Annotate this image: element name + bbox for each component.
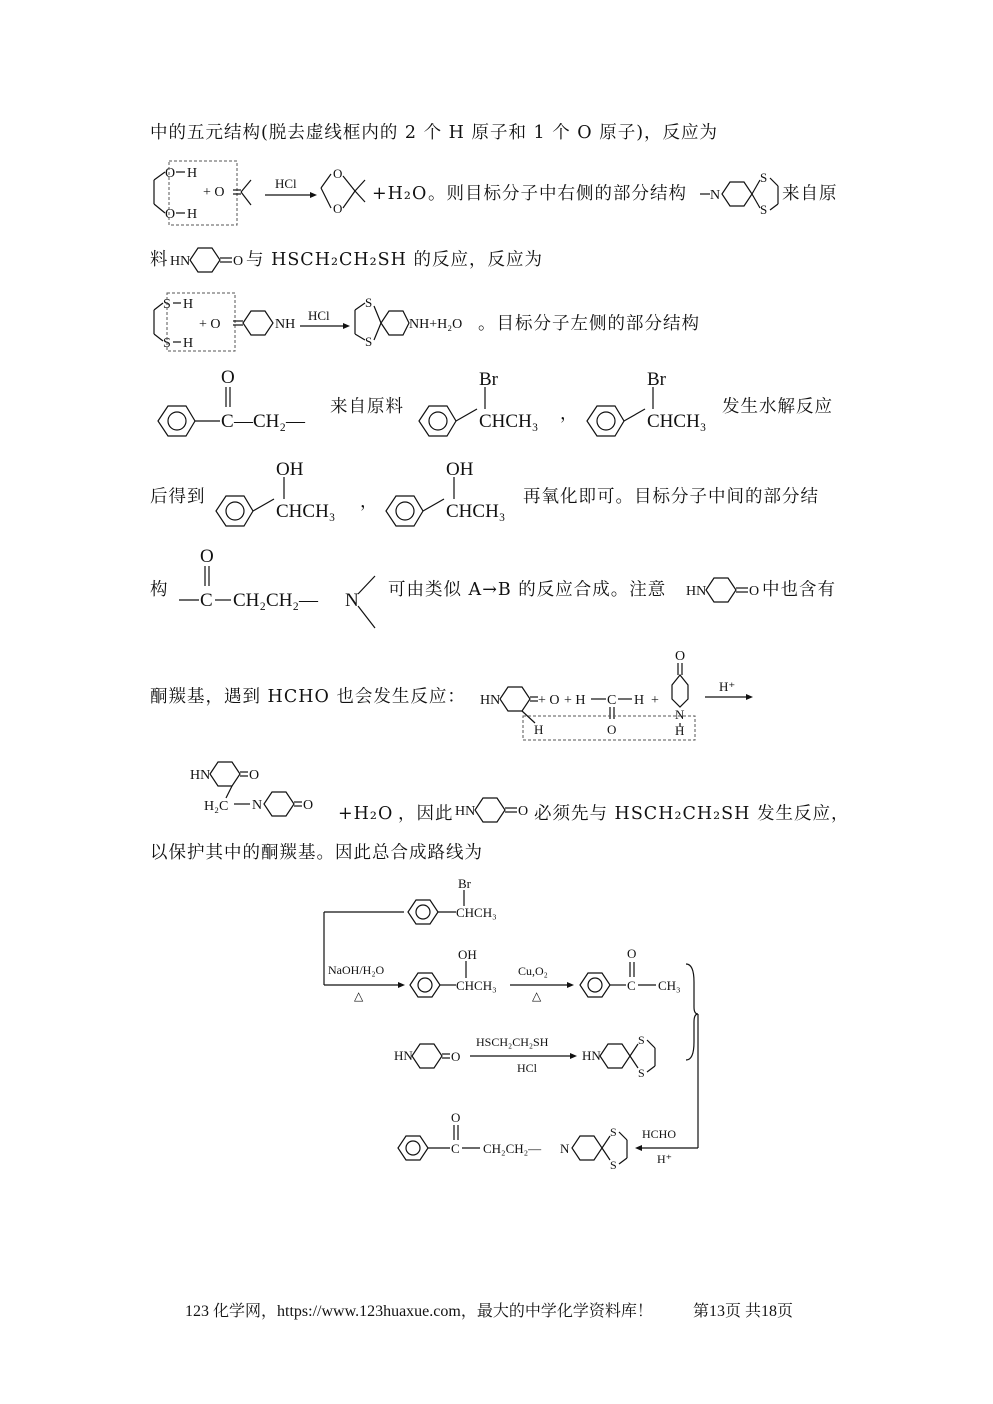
atom-label: N [560,1141,570,1156]
text-line-9-end: 必须先与 HSCH₂CH₂SH 发生反应， [534,804,850,824]
atom-label: H [534,722,544,737]
atom-label: CHCH₃ [446,501,506,522]
atom-label: OH [276,459,304,480]
reagent-label: NaOH/H₂O [328,963,385,977]
atom-label: H [187,166,198,181]
atom-label: S [365,334,373,349]
atom-label: Br [458,876,471,891]
atom-label: C [627,978,636,993]
atom-label: S [163,336,171,351]
atom-label: + O [203,185,225,200]
atom-label: N [710,188,721,203]
text-line-8: 酮羰基，遇到 HCHO 也会发生反应： [150,687,466,707]
atom-label: HN [455,804,476,819]
reagent-label: HCl [517,1061,538,1075]
atom-label: S [610,1158,617,1172]
mannich-product [190,758,370,838]
piperidone-structure [455,790,535,830]
text-line-9-mid: ，因此 [398,804,454,824]
atom-label: CHCH₃ [479,411,539,432]
atom-label: N [345,590,359,611]
atom-label: O [333,166,343,181]
atom-label: CHCH₃ [456,905,497,920]
atom-label: —CH₂— [234,411,306,432]
atom-label: O [221,367,235,388]
atom-label: + O [199,317,221,332]
atom-label: CH₃ [658,978,681,993]
atom-label: OH [446,459,474,480]
atom-label: O [200,546,214,567]
text-line-3: 与 HSCH₂CH₂SH 的反应，反应为 [246,250,543,270]
atom-label: S [638,1033,645,1047]
atom-label: O [333,201,343,216]
atom-label: H [634,693,645,708]
atom-label: HN [582,1048,601,1063]
synthesis-route-scheme [320,872,710,1172]
atom-label: O [303,798,314,813]
atom-label: S [365,295,373,310]
atom-label: CH₂CH₂— [233,590,319,611]
text-line-5-mid: 来自原料 [330,397,404,417]
reagent-label: Cu,O₂ [518,964,548,978]
atom-label: O [233,254,244,269]
atom-label: O [627,946,637,961]
atom-label: HN [480,693,501,708]
water-product: +H₂O [372,184,428,204]
atom-label: O [749,584,760,599]
atom-label: H [187,207,198,222]
piperidone-structure [686,570,766,610]
atom-label: NH+H₂O [409,317,463,332]
atom-label: O [451,1110,461,1125]
atom-label: H [183,297,194,312]
atom-label: CHCH₃ [647,411,707,432]
reaction-dithiol-piperidone [145,290,505,354]
atom-label: N [252,798,263,813]
reagent-label: △ [532,989,542,1003]
atom-label: OH [458,947,477,962]
atom-label: O [165,207,176,222]
atom-label: HN [394,1048,413,1063]
reaction-hcho-side [480,643,760,743]
piperidone-structure [170,240,250,280]
text-line-1: 中的五元结构(脱去虚线框内的 2 个 H 原子和 1 个 O 原子)，反应为 [150,123,719,143]
atom-label: CH₂CH₂— [483,1141,542,1156]
reagent-label: H⁺ [719,679,736,694]
separator-comma: ， [360,492,379,512]
atom-label: C [607,693,617,708]
atom-label: + [651,693,659,708]
atom-label: S [760,202,768,217]
atom-label: C [451,1141,460,1156]
reagent-label: HCl [308,308,330,323]
atom-label: Br [479,369,498,390]
text-line-6-end: 再氧化即可。目标分子中间的部分结 [523,487,819,507]
atom-label: O [518,804,529,819]
text-line-7-mid: 可由类似 A→B 的反应合成。注意 [388,580,667,600]
phenylethyl-bromide-2 [583,365,733,445]
text-line-10: 以保护其中的酮羰基。因此总合成路线为 [150,843,483,863]
text-line-7-prefix: 构 [150,580,169,600]
atom-label: H [675,723,685,738]
text-line-3-prefix: 料 [150,250,169,270]
reagent-label: HCHO [642,1127,677,1141]
reagent-label: H⁺ [657,1152,672,1166]
phenylethanol-2 [382,455,532,535]
atom-label: + O [538,693,560,708]
phenylethanol-1 [212,455,362,535]
reagent-label: HSCH₂CH₂SH [476,1035,549,1049]
footer-source: 123 化学网，https://www.123huaxue.com，最大的中学化学资料库！ [185,1303,653,1320]
atom-label: HN [190,768,211,783]
dithiolane-piperidine-fragment [700,168,790,220]
benzoyl-ch2-fragment [150,365,330,445]
atom-label: CHCH₃ [456,978,497,993]
reagent-label: HCl [275,176,297,191]
atom-label: C [200,590,213,611]
text-line-6-prefix: 后得到 [150,487,206,507]
atom-label: N [675,707,685,722]
atom-label: S [163,297,171,312]
atom-label: O [607,722,617,737]
atom-label: O [675,649,686,664]
ketone-ch2ch2-n-fragment [175,542,385,632]
atom-label: CHCH₃ [276,501,336,522]
text-line-2-end: 来自原 [782,184,838,204]
reagent-label: △ [354,989,364,1003]
atom-label: S [610,1125,617,1139]
atom-label: O [451,1049,461,1064]
atom-label: + H [564,693,586,708]
text-line-5-end: 发生水解反应 [722,397,833,417]
atom-label: NH [275,317,296,332]
atom-label: C [221,411,234,432]
separator-comma: ， [560,404,579,424]
reaction-glycol-acetone [145,158,385,228]
atom-label: H [183,336,194,351]
atom-label: S [760,170,768,185]
atom-label: S [638,1066,645,1080]
text-line-4: 。目标分子左侧的部分结构 [478,314,700,334]
footer-page-number: 第13页 共18页 [693,1303,794,1320]
atom-label: Br [647,369,666,390]
atom-label: HN [170,254,191,269]
text-line-7-end: 中也含有 [762,580,836,600]
atom-label: O [249,768,260,783]
water-product: +H₂O [338,804,394,824]
atom-label: O [165,166,176,181]
atom-label: H₂C [204,799,229,814]
atom-label: HN [686,584,707,599]
text-line-2: 。则目标分子中右侧的部分结构 [428,184,687,204]
phenylethyl-bromide-1 [415,365,565,445]
